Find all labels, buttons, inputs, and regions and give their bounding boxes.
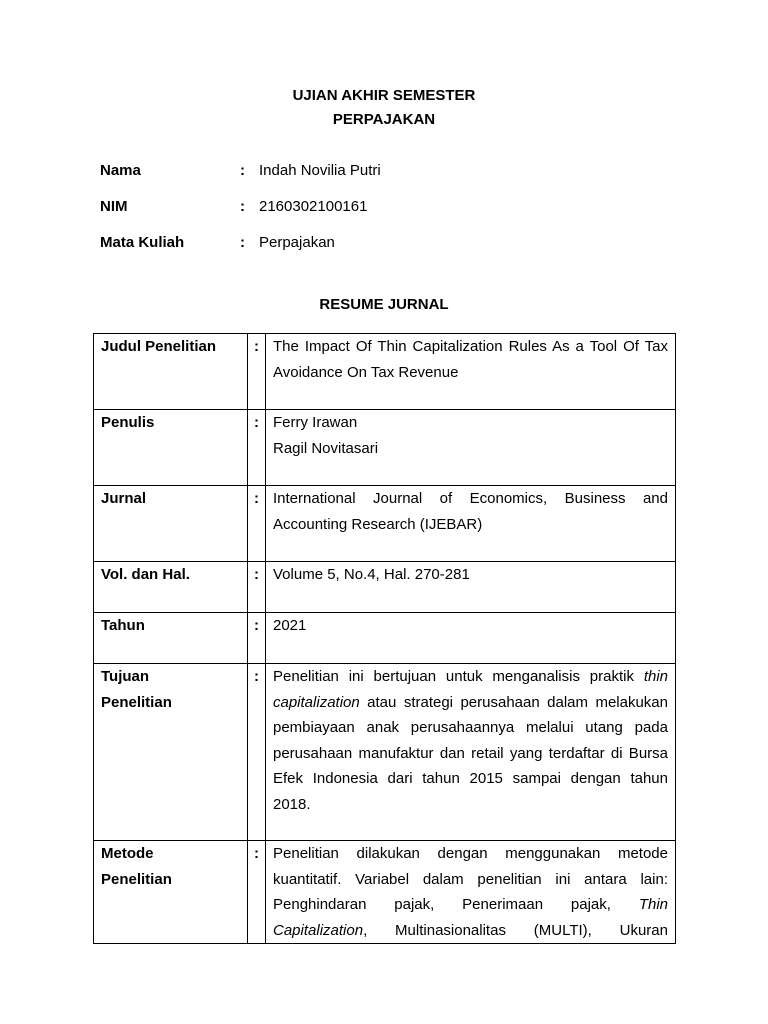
- document-subtitle: PERPAJAKAN: [332, 111, 436, 128]
- row-label: [94, 664, 248, 841]
- value-italic: Thin: [638, 896, 668, 913]
- table-row-tahun: [94, 613, 676, 664]
- value-italic: capitalization: [273, 693, 360, 711]
- value-italic: Capitalization: [273, 921, 364, 939]
- value-line: [273, 690, 668, 716]
- row-value: [266, 562, 676, 613]
- value-text: Penelitian ini bertujuan untuk menganalisis praktik: [273, 668, 644, 685]
- value-line: perusahaan manufaktur dan retail yang terdaftar di Bursa: [273, 744, 668, 762]
- row-label: [94, 841, 248, 944]
- table-row-penulis: [94, 410, 676, 486]
- value-line: 2021: [273, 617, 307, 634]
- resume-heading: RESUME JURNAL: [319, 296, 449, 313]
- info-value: Indah Novilia Putri: [259, 162, 381, 179]
- info-label: Nama: [100, 162, 141, 179]
- row-label-line: Penelitian: [101, 693, 172, 711]
- resume-table: [93, 333, 676, 944]
- row-value: [266, 486, 676, 562]
- row-value: [266, 613, 676, 664]
- row-label-line: Penelitian: [101, 870, 172, 888]
- value-line: Penelitian dilakukan dengan menggunakan metode: [273, 845, 668, 862]
- value-line: Efek Indonesia dari tahun 2015 sampai dengan tahun: [273, 770, 668, 787]
- info-colon: :: [240, 234, 245, 251]
- value-line: Accounting Research (IJEBAR): [273, 515, 483, 533]
- row-label: Tahun: [94, 613, 248, 664]
- row-colon: :: [248, 562, 266, 613]
- table-row-vol: [94, 562, 676, 613]
- row-label: Penulis: [94, 410, 248, 486]
- value-line: kuantitatif. Variabel dalam penelitian ini antara lain:: [273, 870, 668, 888]
- info-colon: :: [240, 162, 245, 179]
- value-line: International Journal of Economics, Business and: [273, 490, 668, 507]
- value-line: Ferry Irawan: [273, 414, 358, 431]
- row-colon: :: [248, 841, 266, 944]
- value-line: [273, 918, 668, 944]
- document-title: UJIAN AKHIR SEMESTER: [292, 87, 476, 104]
- row-value: [266, 664, 676, 841]
- value-line: Ragil Novitasari: [273, 439, 379, 457]
- value-line: pembiayaan anak perusahaannya melalui utang pada: [273, 719, 668, 736]
- row-colon: :: [248, 613, 266, 664]
- row-colon: :: [248, 664, 266, 841]
- value-line: The Impact Of Thin Capitalization Rules As a Tool Of Tax: [273, 338, 668, 355]
- table-row-metode: [94, 841, 676, 944]
- row-label: Jurnal: [94, 486, 248, 562]
- row-label: Vol. dan Hal.: [94, 562, 248, 613]
- value-line: Avoidance On Tax Revenue: [273, 363, 459, 381]
- row-colon: :: [248, 486, 266, 562]
- row-value: [266, 334, 676, 410]
- row-label-line: Tujuan: [101, 668, 150, 685]
- info-colon: :: [240, 198, 245, 215]
- value-text: , Multinasionalitas (MULTI), Ukuran: [363, 921, 668, 939]
- info-label: NIM: [100, 198, 128, 215]
- value-text: atau strategi perusahaan dalam melakukan: [359, 693, 668, 711]
- value-line: 2018.: [273, 795, 311, 813]
- row-colon: :: [248, 334, 266, 410]
- row-label-line: Metode: [101, 845, 154, 862]
- value-text: Penghindaran pajak, Penerimaan pajak,: [273, 896, 639, 913]
- table-row-jurnal: [94, 486, 676, 562]
- row-label: Judul Penelitian: [94, 334, 248, 410]
- table-row-judul: [94, 334, 676, 410]
- value-line: [273, 892, 668, 918]
- value-italic: thin: [643, 668, 668, 685]
- value-line: [273, 664, 668, 690]
- row-value: [266, 410, 676, 486]
- info-label: Mata Kuliah: [100, 234, 185, 251]
- info-value: Perpajakan: [259, 234, 335, 251]
- table-row-tujuan: [94, 664, 676, 841]
- value-line: Volume 5, No.4, Hal. 270-281: [273, 566, 470, 583]
- row-value: [266, 841, 676, 944]
- row-colon: :: [248, 410, 266, 486]
- info-value: 2160302100161: [259, 198, 368, 215]
